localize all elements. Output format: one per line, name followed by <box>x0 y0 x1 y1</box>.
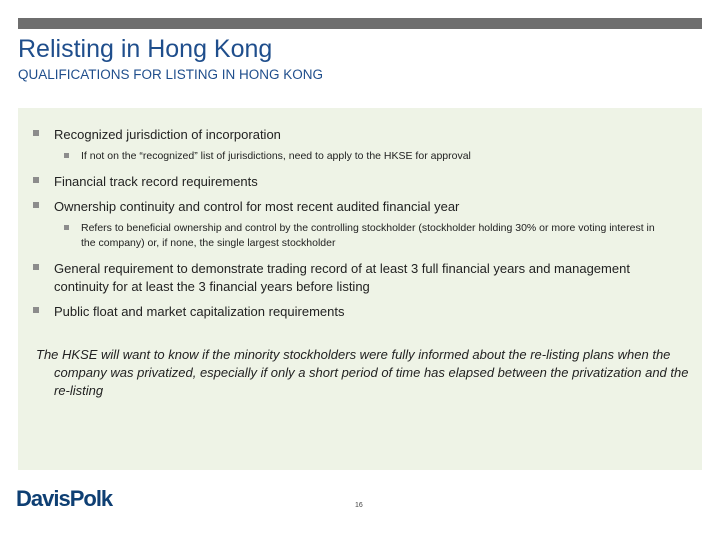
bullet-text: Recognized jurisdiction of incorporation <box>54 127 281 142</box>
header-bar <box>18 18 702 29</box>
bullet-item <box>18 303 702 321</box>
italic-note: The HKSE will want to know if the minority stockholders were fully informed about the re-listing plans when the company was privatized, especially if only a short period of time has elapsed between the privatization and the re-listing <box>36 347 689 398</box>
bullet-item <box>18 198 702 216</box>
slide-title: Relisting in Hong Kong <box>18 35 273 63</box>
sub-bullet-text: Refers to beneficial ownership and control by the controlling stockholder (stockholder holding 30% or more voting interest in the company) or, if none, the single largest stockholder <box>81 222 655 249</box>
davis-polk-logo: DavisPolk <box>16 486 113 511</box>
square-bullet-icon <box>33 177 39 183</box>
square-bullet-icon <box>33 202 39 208</box>
sub-bullet-text: If not on the “recognized” list of jurisdictions, need to apply to the HKSE for approval <box>81 150 471 162</box>
slide-subtitle: QUALIFICATIONS FOR LISTING IN HONG KONG <box>18 67 324 82</box>
bullet-text: Ownership continuity and control for most recent audited financial year <box>54 199 460 214</box>
bullet-item <box>18 173 702 191</box>
bullet-text: Public float and market capitalization requirements <box>54 304 345 319</box>
square-bullet-icon <box>33 264 39 270</box>
bullet-list <box>18 126 702 328</box>
bullet-text: General requirement to demonstrate trading record of at least 3 full financial years and management continuity for at least the 3 financial years before listing <box>54 261 630 294</box>
bullet-item <box>18 126 702 144</box>
bullet-item <box>18 260 702 296</box>
page-number: 16 <box>355 502 363 509</box>
bullet-text: Financial track record requirements <box>54 174 258 189</box>
square-bullet-icon <box>64 225 69 230</box>
square-bullet-icon <box>33 307 39 313</box>
sub-bullet-item <box>18 221 702 251</box>
content-panel <box>18 108 702 470</box>
square-bullet-icon <box>33 130 39 136</box>
sub-bullet-item <box>18 149 702 164</box>
square-bullet-icon <box>64 153 69 158</box>
